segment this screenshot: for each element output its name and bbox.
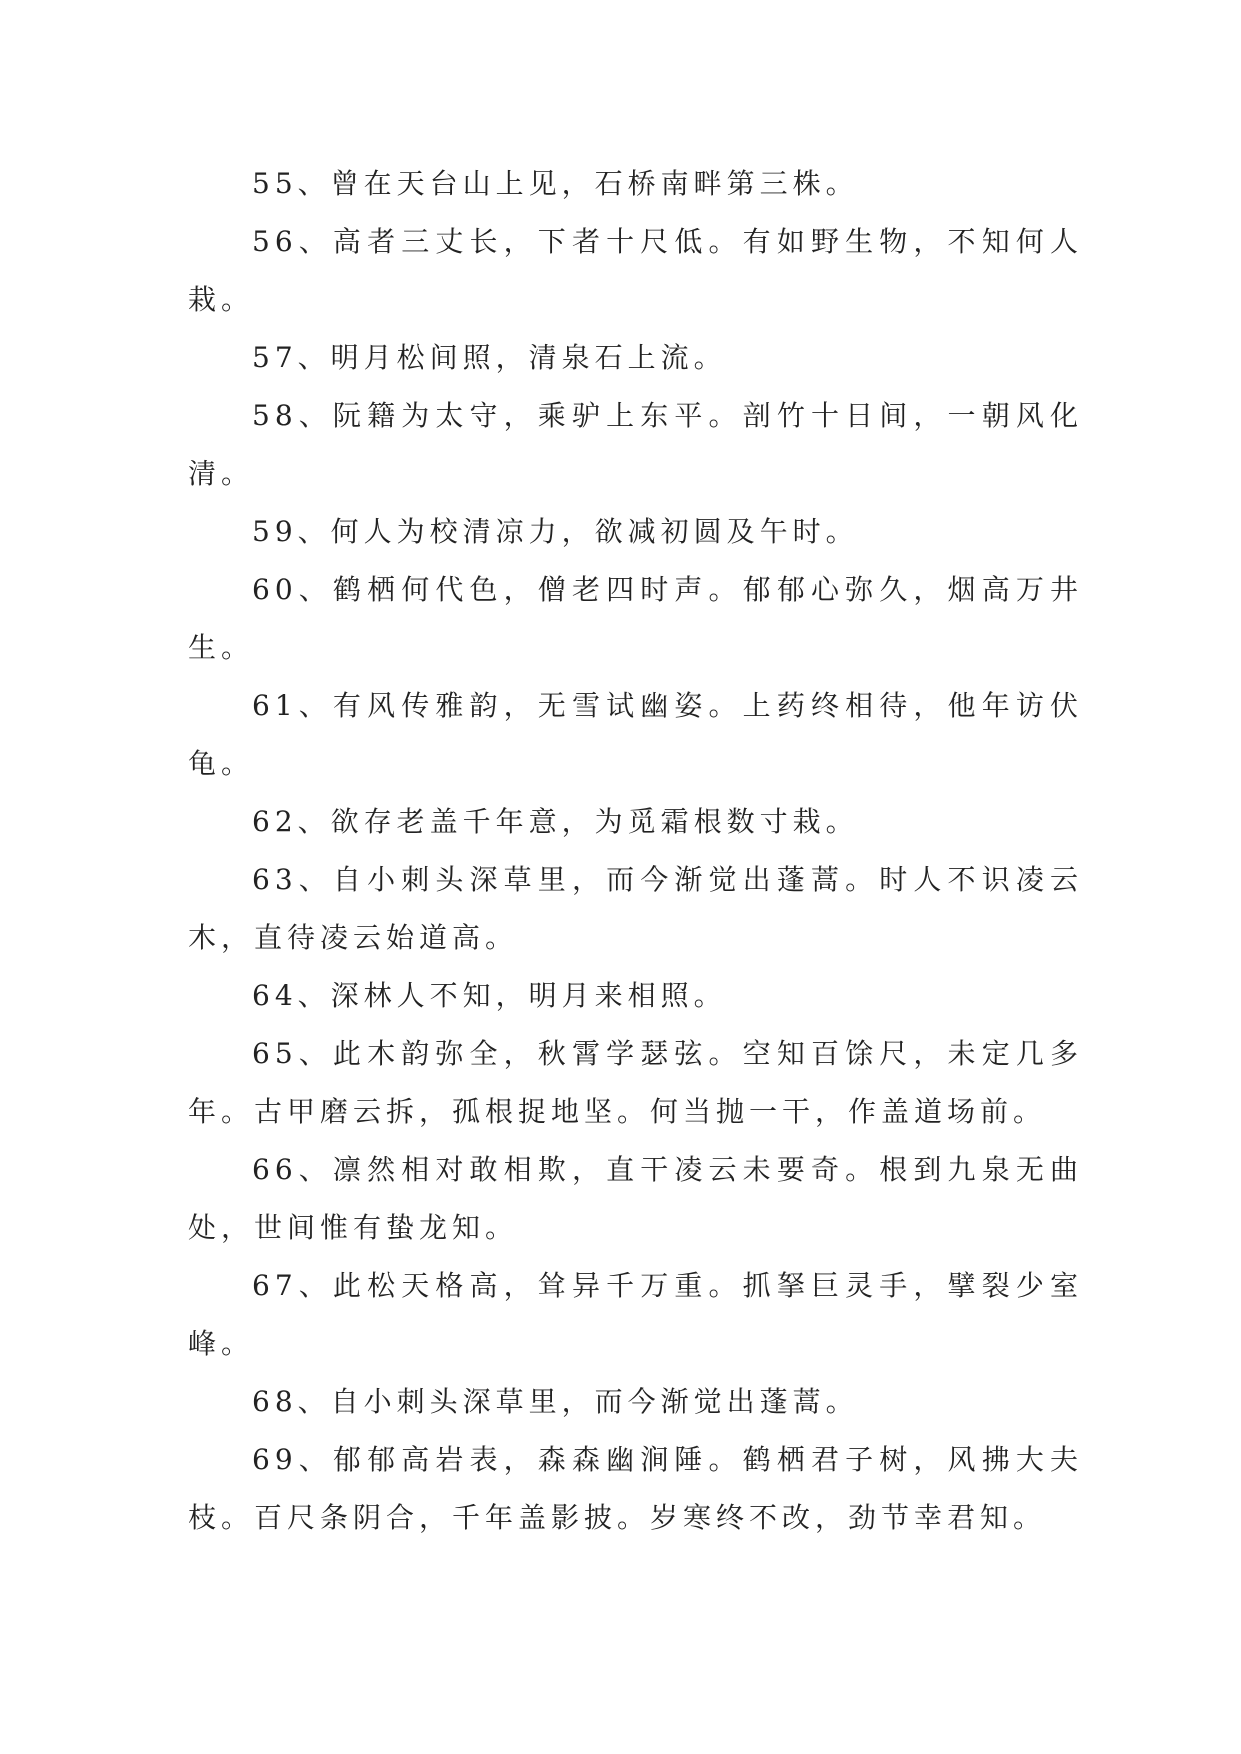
poem-line-58: 58、阮籍为太守，乘驴上东平。剖竹十日间，一朝风化清。 [188,399,1083,490]
poem-line-67: 67、此松天格高，耸异千万重。抓拏巨灵手，擘裂少室峰。 [188,1269,1083,1360]
poem-line-61: 61、有风传雅韵，无雪试幽姿。上药终相待，他年访伏龟。 [188,689,1083,780]
poem-line-63: 63、自小刺头深草里，而今渐觉出蓬蒿。时人不识凌云木，直待凌云始道高。 [188,863,1083,954]
poem-line-59: 59、何人为校清凉力，欲减初圆及午时。 [252,515,859,548]
poem-line-57: 57、明月松间照，清泉石上流。 [252,341,727,374]
document-body [188,155,1083,1547]
poem-line-69: 69、郁郁高岩表，森森幽涧陲。鹤栖君子树，风拂大夫枝。百尺条阴合，千年盖影披。岁寒终不改，劲节幸君知。 [188,1443,1083,1534]
poem-line-66: 66、凛然相对敢相欺，直干凌云未要奇。根到九泉无曲处，世间惟有蛰龙知。 [188,1153,1083,1244]
poem-line-56: 56、高者三丈长，下者十尺低。有如野生物，不知何人栽。 [188,225,1083,316]
poem-line-65: 65、此木韵弥全，秋霄学瑟弦。空知百馀尺，未定几多年。古甲磨云拆，孤根捉地坚。何当抛一干，作盖道场前。 [188,1037,1083,1128]
poem-line-55: 55、曾在天台山上见，石桥南畔第三株。 [252,167,859,200]
poem-line-64: 64、深林人不知，明月来相照。 [252,979,727,1012]
poem-line-62: 62、欲存老盖千年意，为觅霜根数寸栽。 [252,805,859,838]
poem-line-68: 68、自小刺头深草里，而今渐觉出蓬蒿。 [252,1385,859,1418]
poem-line-60: 60、鹤栖何代色，僧老四时声。郁郁心弥久，烟高万井生。 [188,573,1083,664]
